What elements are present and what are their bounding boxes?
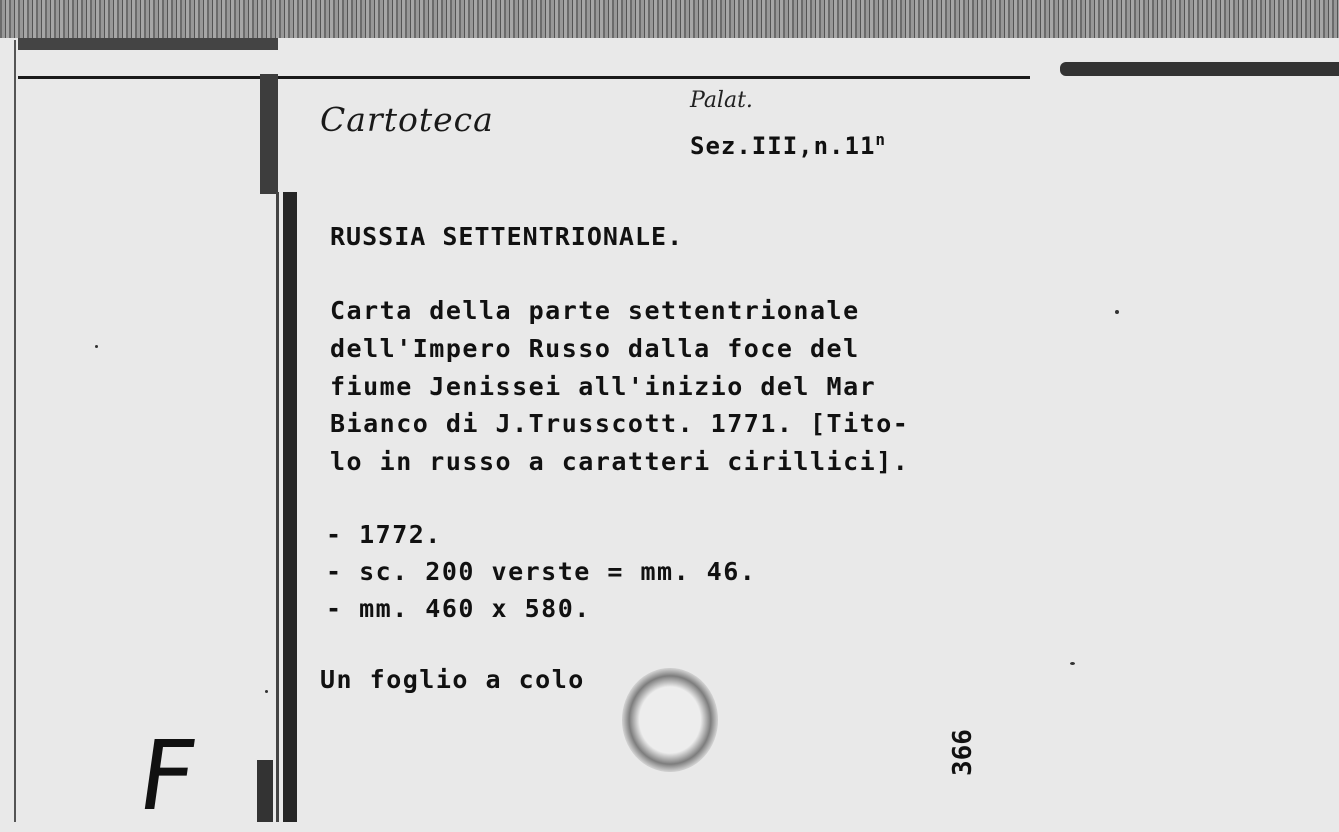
top-rule-right — [1060, 62, 1339, 76]
top-rule — [18, 76, 1030, 79]
detail-line: - 1772. — [326, 520, 442, 549]
vertical-border-thin — [276, 192, 279, 822]
description-line: Carta della parte settentrionale — [330, 296, 860, 325]
shelfmark-superscript: n — [875, 130, 887, 149]
shelfmark-line1: Palat. — [690, 88, 753, 113]
description-line: fiume Jenissei all'inizio del Mar — [330, 372, 877, 401]
shelfmark-number: Sez.III,n.11 — [690, 132, 876, 160]
description-line: dell'Impero Russo dalla foce del — [330, 334, 860, 363]
card-tab — [260, 74, 278, 194]
speck — [265, 690, 268, 693]
detail-line: - sc. 200 verste = mm. 46. — [326, 557, 757, 586]
collection-label: Cartoteca — [320, 100, 494, 139]
speck — [95, 345, 98, 348]
side-number: 366 — [948, 729, 978, 776]
detail-line: - mm. 460 x 580. — [326, 594, 591, 623]
speck — [1070, 662, 1075, 665]
shelfmark-line2 — [690, 130, 886, 160]
description-line: lo in russo a caratteri cirillici]. — [330, 447, 910, 476]
note-line: Un foglio a colo — [320, 665, 585, 694]
scan-noise-top — [0, 0, 1339, 38]
card-title: RUSSIA SETTENTRIONALE. — [330, 222, 684, 251]
punch-hole — [622, 668, 718, 772]
top-rule-left — [18, 38, 278, 50]
margin-rule — [14, 40, 16, 822]
vertical-border — [283, 192, 297, 822]
vertical-border-lower — [257, 760, 273, 822]
speck — [1115, 310, 1119, 314]
description-line: Bianco di J.Trusscott. 1771. [Tito- — [330, 409, 910, 438]
margin-letter: F — [132, 720, 204, 832]
